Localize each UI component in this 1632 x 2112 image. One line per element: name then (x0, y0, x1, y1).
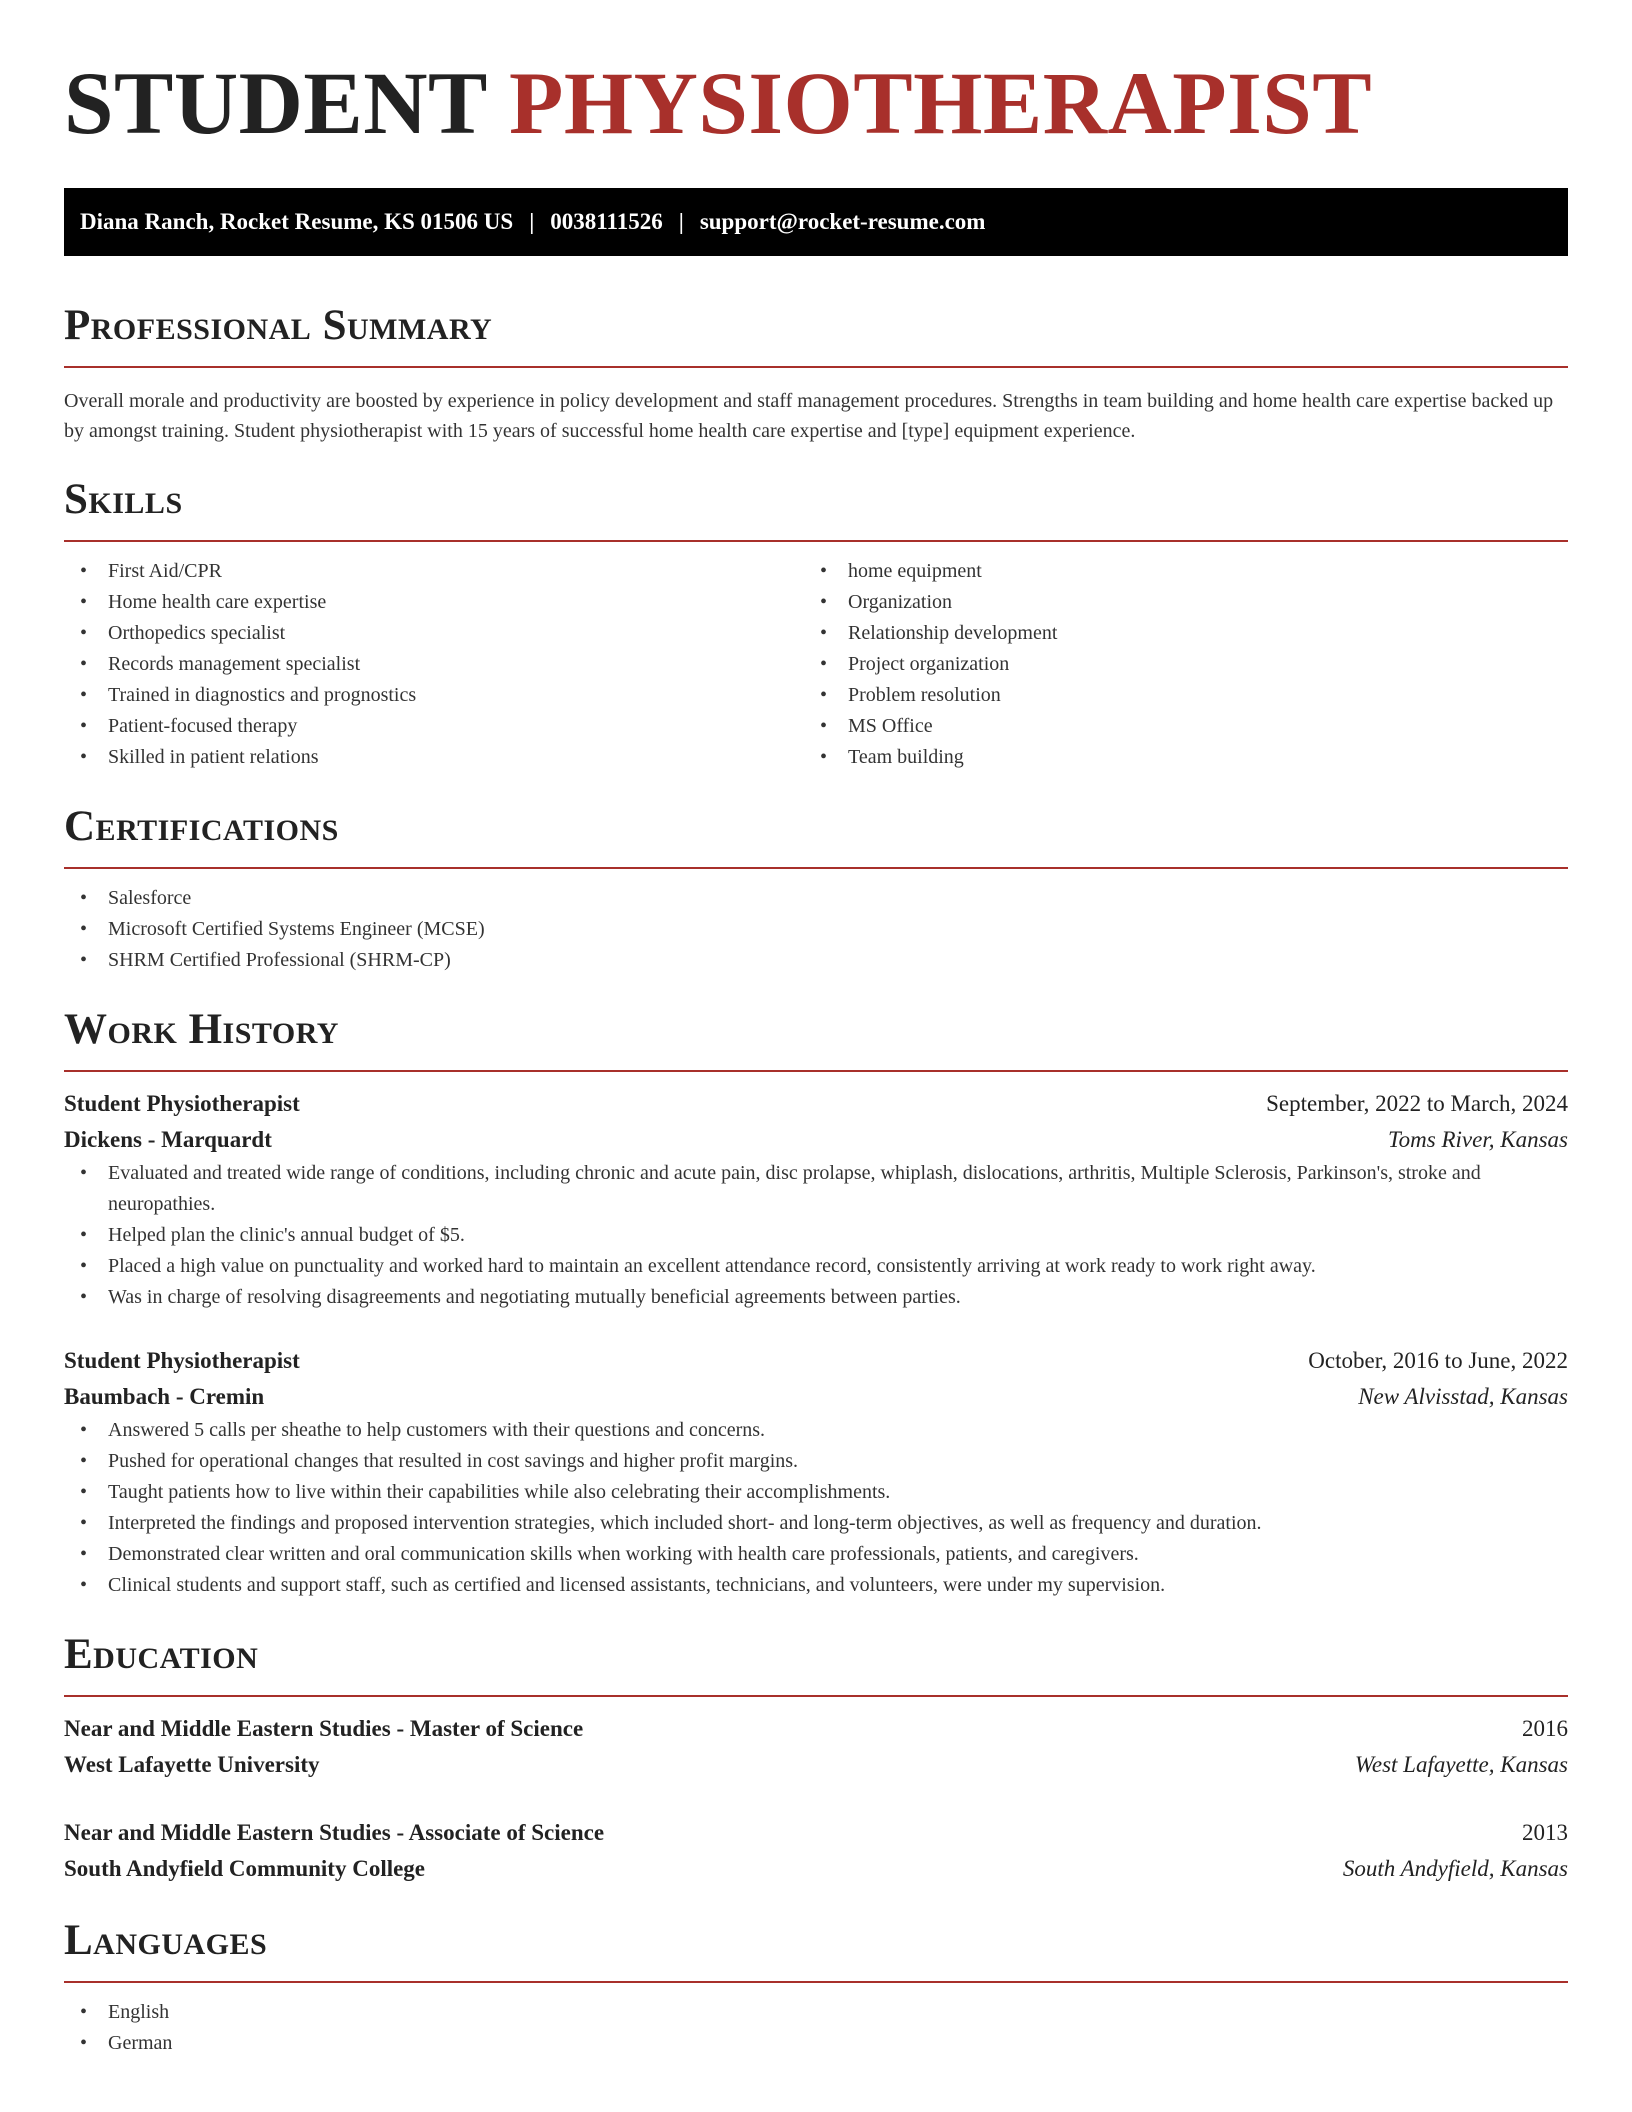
job-bullet: • Demonstrated clear written and oral communication skills when working with health care professionals, patients, and caregivers. (64, 1539, 1568, 1570)
contact-separator: | (678, 209, 684, 234)
education-subheader (64, 1851, 1568, 1887)
language-item: • English (64, 1997, 1568, 2028)
job-bullets (64, 1415, 1568, 1601)
job-subheader (64, 1379, 1568, 1415)
education-degree: Near and Middle Eastern Studies - Associate of Science (64, 1820, 605, 1845)
section-divider (64, 1695, 1568, 1697)
skill-item: • Project organization (804, 649, 1544, 680)
contact-bar (64, 188, 1568, 256)
contact-separator: | (529, 209, 535, 234)
job-title: Student Physiotherapist (64, 1091, 300, 1116)
skill-item: • Relationship development (804, 618, 1544, 649)
education-header (64, 1815, 1568, 1851)
job-bullet: • Placed a high value on punctuality and worked hard to maintain an excellent attendance record, consistently arriving at work ready to work right away. (64, 1251, 1568, 1282)
name-last: PHYSIOTHERAPIST (509, 55, 1373, 153)
job-dates: September, 2022 to March, 2024 (1266, 1091, 1568, 1116)
job-bullet: • Taught patients how to live within their capabilities while also celebrating their accomplishments. (64, 1477, 1568, 1508)
job-subheader (64, 1122, 1568, 1158)
contact-address: Diana Ranch, Rocket Resume, KS 01506 US (80, 209, 514, 234)
skills-list-right (804, 556, 1544, 773)
job-bullet: • Evaluated and treated wide range of conditions, including chronic and acute pain, disc prolapse, whiplash, dislocations, arthritis, Multiple Sclerosis, Parkinson's, stroke and neuropathies. (64, 1158, 1568, 1220)
certifications-section (64, 801, 1568, 976)
job-bullet: • Interpreted the findings and proposed intervention strategies, which included short- and long-term objectives, as well as frequency and duration. (64, 1508, 1568, 1539)
skills-columns (64, 556, 1568, 773)
skill-item: • Orthopedics specialist (64, 618, 804, 649)
section-heading: Languages (64, 1917, 268, 1964)
job-bullets (64, 1158, 1568, 1313)
skills-section (64, 474, 1568, 773)
education-school: South Andyfield Community College (64, 1856, 426, 1881)
section-heading: Professional Summary (64, 302, 493, 349)
section-heading: Skills (64, 476, 183, 523)
education-location: West Lafayette, Kansas (1354, 1752, 1568, 1777)
contact-phone: 0038111526 (550, 209, 663, 234)
education-entry (64, 1711, 1568, 1783)
languages-list (64, 1997, 1568, 2059)
work-history-section (64, 1004, 1568, 1601)
skill-item: • First Aid/CPR (64, 556, 804, 587)
skill-item: • home equipment (804, 556, 1544, 587)
job-bullet: • Helped plan the clinic's annual budget of $5. (64, 1220, 1568, 1251)
section-heading: Education (64, 1631, 259, 1678)
job-entry (64, 1086, 1568, 1313)
job-bullet: • Answered 5 calls per sheathe to help customers with their questions and concerns. (64, 1415, 1568, 1446)
section-heading: Work History (64, 1006, 339, 1053)
job-dates: October, 2016 to June, 2022 (1308, 1348, 1568, 1373)
education-header (64, 1711, 1568, 1747)
job-location: New Alvisstad, Kansas (1358, 1384, 1568, 1409)
skill-item: • Patient-focused therapy (64, 711, 804, 742)
skill-item: • MS Office (804, 711, 1544, 742)
section-divider (64, 366, 1568, 368)
job-header (64, 1343, 1568, 1379)
job-location: Toms River, Kansas (1388, 1127, 1568, 1152)
job-bullet: • Clinical students and support staff, such as certified and licensed assistants, technicians, and volunteers, were under my supervision. (64, 1570, 1568, 1601)
section-divider (64, 1070, 1568, 1072)
skill-item: • Organization (804, 587, 1544, 618)
education-degree: Near and Middle Eastern Studies - Master of Science (64, 1716, 584, 1741)
section-divider (64, 540, 1568, 542)
contact-email[interactable]: support@rocket-resume.com (699, 209, 986, 234)
skill-item: • Team building (804, 742, 1544, 773)
job-company: Dickens - Marquardt (64, 1127, 272, 1152)
skills-list-left (64, 556, 804, 773)
skill-item: • Records management specialist (64, 649, 804, 680)
skill-item: • Home health care expertise (64, 587, 804, 618)
languages-section (64, 1915, 1568, 2059)
section-divider (64, 1981, 1568, 1983)
education-section (64, 1629, 1568, 1887)
section-heading: Certifications (64, 803, 339, 850)
summary-section (64, 300, 1568, 446)
job-entry (64, 1343, 1568, 1601)
job-company: Baumbach - Cremin (64, 1384, 265, 1409)
education-location: South Andyfield, Kansas (1342, 1856, 1568, 1881)
education-entry (64, 1815, 1568, 1887)
job-header (64, 1086, 1568, 1122)
job-bullet: • Pushed for operational changes that resulted in cost savings and higher profit margins. (64, 1446, 1568, 1477)
education-school: West Lafayette University (64, 1752, 320, 1777)
section-divider (64, 867, 1568, 869)
education-year: 2013 (1522, 1820, 1568, 1845)
job-bullet: • Was in charge of resolving disagreements and negotiating mutually beneficial agreements between parties. (64, 1282, 1568, 1313)
candidate-name (64, 56, 1568, 152)
certification-item: • Salesforce (64, 883, 1568, 914)
summary-text: Overall morale and productivity are boosted by experience in policy development and staff management procedures. Strengths in team building and home health care expertise backed up by amongst training. Student physiotherapist with 15 years of successful home health care expertise and [type] equipment experience. (64, 390, 1554, 442)
education-subheader (64, 1747, 1568, 1783)
certification-item: • Microsoft Certified Systems Engineer (MCSE) (64, 914, 1568, 945)
language-item: • German (64, 2028, 1568, 2059)
certification-item: • SHRM Certified Professional (SHRM-CP) (64, 945, 1568, 976)
education-year: 2016 (1522, 1716, 1568, 1741)
name-first: STUDENT (64, 55, 487, 153)
skill-item: • Trained in diagnostics and prognostics (64, 680, 804, 711)
certifications-list (64, 883, 1568, 976)
skill-item: • Skilled in patient relations (64, 742, 804, 773)
skill-item: • Problem resolution (804, 680, 1544, 711)
job-title: Student Physiotherapist (64, 1348, 300, 1373)
